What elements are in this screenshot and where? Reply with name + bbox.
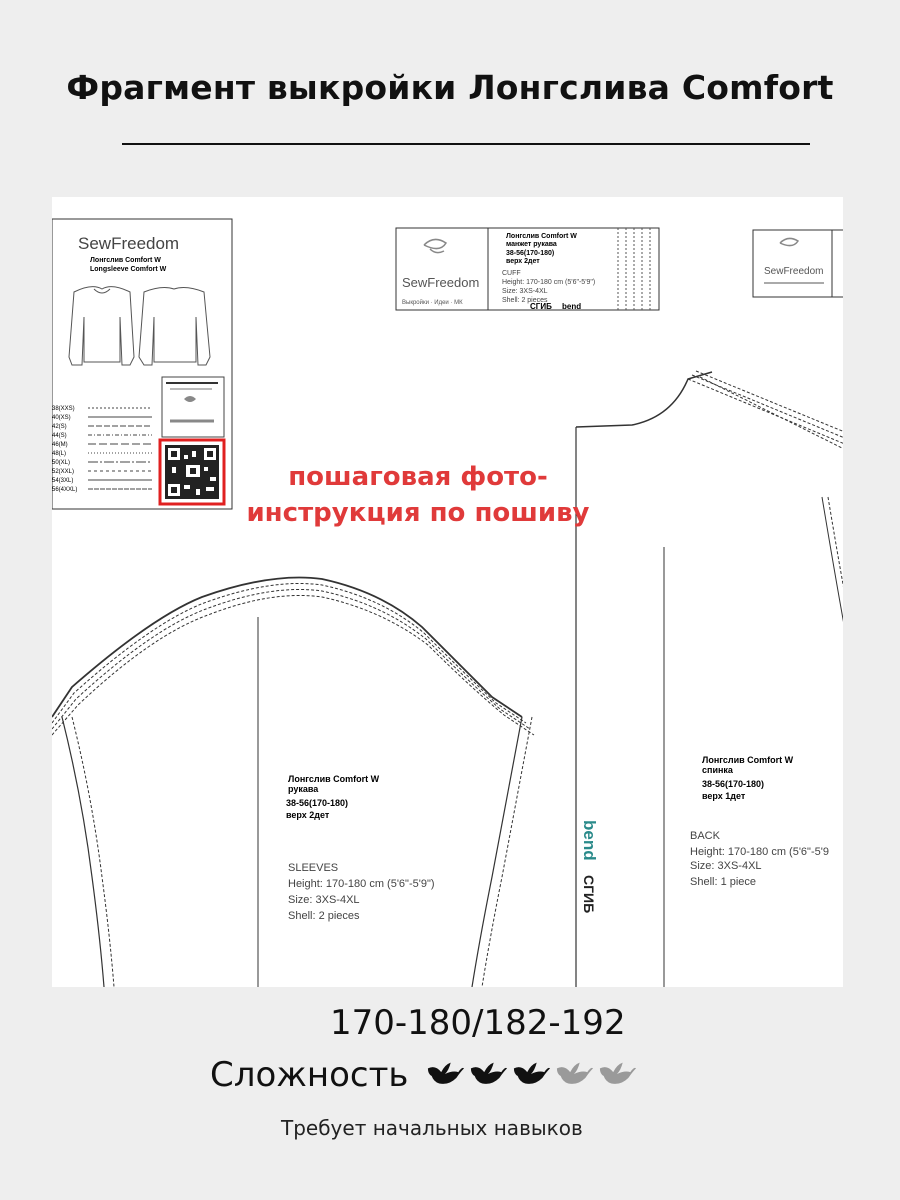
pattern-drawing <box>52 197 843 987</box>
svg-text:48(L): 48(L) <box>52 451 67 457</box>
svg-text:44(S): 44(S) <box>52 433 67 439</box>
back-label <box>690 755 829 888</box>
svg-text:Shell: 2 pieces: Shell: 2 pieces <box>502 297 548 304</box>
svg-text:38-56(170-180): 38-56(170-180) <box>286 798 349 808</box>
size-range: 170-180/182-192 <box>330 1003 626 1043</box>
difficulty-icons <box>426 1060 641 1090</box>
svg-text:46(M): 46(M) <box>52 442 68 448</box>
svg-text:bend: bend <box>580 820 599 861</box>
svg-text:38-56(170-180): 38-56(170-180) <box>702 779 765 789</box>
cover-name-ru: Лонгслив Comfort W <box>90 257 161 264</box>
svg-text:CUFF: CUFF <box>502 270 521 277</box>
svg-text:SewFreedom: SewFreedom <box>764 266 824 277</box>
svg-text:Выкройки · Идеи · МК: Выкройки · Идеи · МК <box>402 300 463 306</box>
svg-text:рукава: рукава <box>288 784 319 794</box>
promo-line-1: пошаговая фото- <box>288 462 548 492</box>
qr-code <box>160 440 224 504</box>
svg-text:38-56(170-180): 38-56(170-180) <box>506 250 555 257</box>
bird-icon <box>469 1060 507 1090</box>
svg-text:50(XL): 50(XL) <box>52 460 71 466</box>
bird-icon <box>555 1060 593 1090</box>
svg-text:bend: bend <box>562 302 582 311</box>
svg-text:40(XS): 40(XS) <box>52 415 71 421</box>
svg-text:SewFreedom: SewFreedom <box>402 275 480 290</box>
difficulty-rating <box>210 1055 641 1095</box>
svg-text:Height: 170-180 cm (5'6"-5'9"): Height: 170-180 cm (5'6"-5'9") <box>288 878 435 890</box>
svg-text:52(XXL): 52(XXL) <box>52 469 75 475</box>
fold-marker <box>580 820 599 913</box>
svg-text:Height: 170-180 cm (5'6"-5'9: Height: 170-180 cm (5'6"-5'9 <box>690 846 829 858</box>
title-divider <box>122 143 810 145</box>
svg-text:Size: 3XS-4XL: Size: 3XS-4XL <box>288 894 360 906</box>
page-title: Фрагмент выкройки Лонгслива Comfort <box>66 68 834 107</box>
svg-text:Лонгслив Comfort W: Лонгслив Comfort W <box>288 774 380 784</box>
svg-text:42(S): 42(S) <box>52 424 67 430</box>
svg-text:Height: 170-180 cm (5'6"-5'9"): Height: 170-180 cm (5'6"-5'9") <box>502 279 596 286</box>
svg-text:Size: 3XS-4XL: Size: 3XS-4XL <box>690 860 762 872</box>
cuff-label <box>396 228 659 311</box>
pattern-cover <box>52 219 232 509</box>
svg-text:38(XXS): 38(XXS) <box>52 406 75 412</box>
mini-label <box>162 377 224 437</box>
svg-text:Лонгслив Comfort W: Лонгслив Comfort W <box>506 233 577 240</box>
svg-text:Shell: 2 pieces: Shell: 2 pieces <box>288 910 360 922</box>
cover-brand: SewFreedom <box>78 234 180 253</box>
svg-text:СГИБ: СГИБ <box>530 302 552 311</box>
photo-instruction-promo <box>238 459 598 531</box>
svg-text:Лонгслив Comfort W: Лонгслив Comfort W <box>702 755 794 765</box>
promo-line-2: инструкция по пошиву <box>246 498 590 528</box>
cover-name-en: Longsleeve Comfort W <box>90 266 167 273</box>
svg-text:СГИБ: СГИБ <box>581 875 597 914</box>
difficulty-label: Сложность <box>210 1055 409 1095</box>
back-piece <box>576 371 843 987</box>
svg-text:верх 2дет: верх 2дет <box>506 258 540 265</box>
svg-text:верх 1дет: верх 1дет <box>702 791 746 801</box>
skill-note: Требует начальных навыков <box>281 1116 583 1140</box>
svg-text:манжет рукава: манжет рукава <box>506 241 557 248</box>
pattern-sheet <box>52 197 843 987</box>
bird-icon <box>512 1060 550 1090</box>
svg-text:SLEEVES: SLEEVES <box>288 862 339 874</box>
sleeve-label <box>286 774 435 922</box>
svg-text:спинка: спинка <box>702 765 733 775</box>
bird-icon <box>426 1060 464 1090</box>
corner-tag <box>753 230 843 297</box>
bird-icon <box>598 1060 636 1090</box>
svg-text:54(3XL): 54(3XL) <box>52 478 74 484</box>
svg-text:верх 2дет: верх 2дет <box>286 810 330 820</box>
svg-text:Size: 3XS-4XL: Size: 3XS-4XL <box>502 288 548 295</box>
svg-text:BACK: BACK <box>690 830 720 842</box>
svg-text:Shell: 1 piece: Shell: 1 piece <box>690 876 757 888</box>
svg-text:56(4XXL): 56(4XXL) <box>52 487 78 493</box>
